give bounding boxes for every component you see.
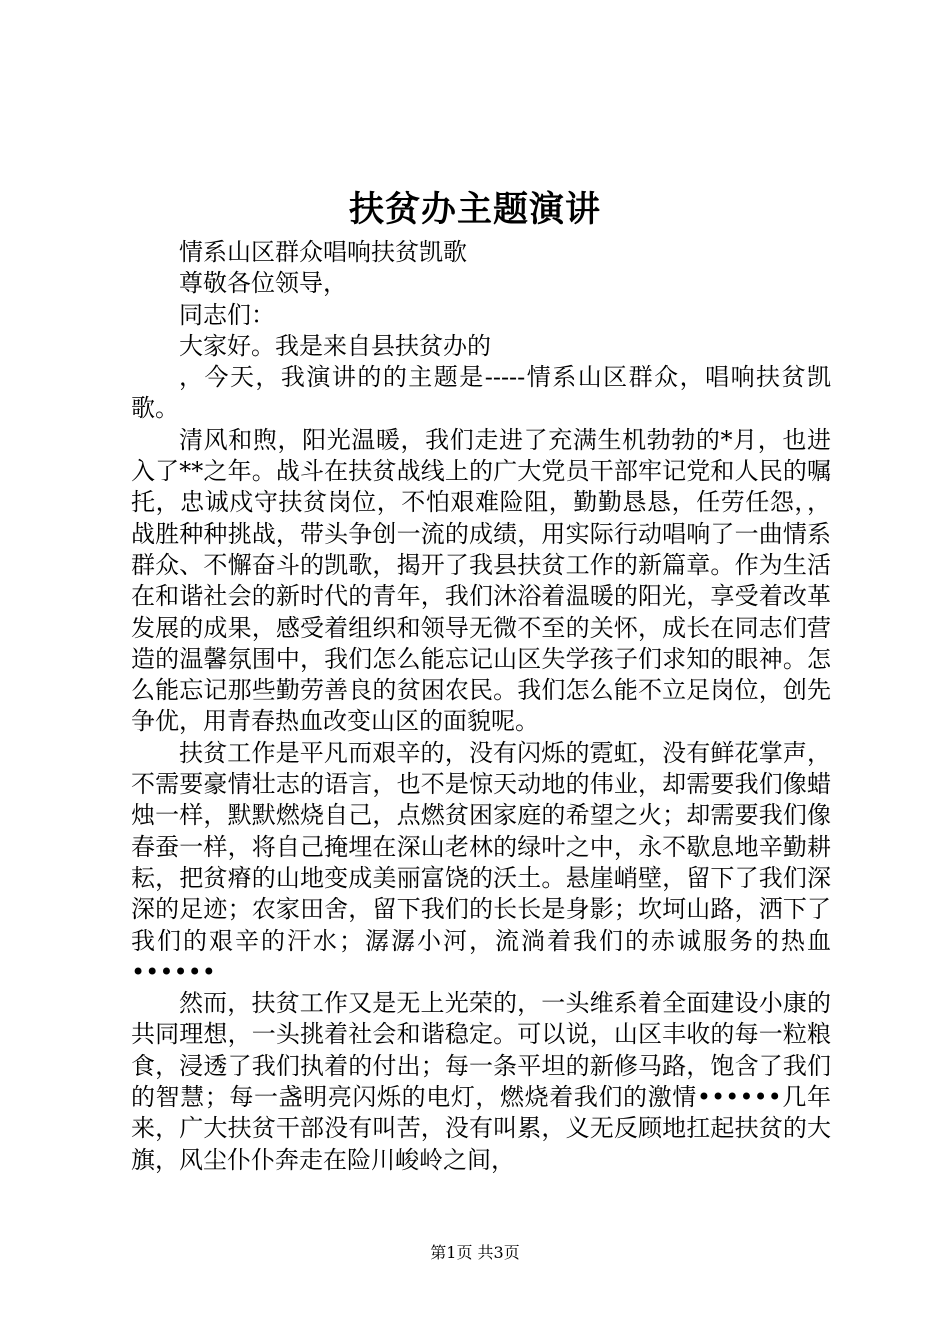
paragraph-subtitle: 情系山区群众唱响扶贫凯歌 — [179, 238, 467, 266]
page-indicator: 第1页 共3页 — [430, 1243, 520, 1262]
paragraph-body-3: 然而，扶贫工作又是无上光荣的，一头维系着全面建设小康的共同理想，一头挑着社会和谐稳定。可以说，山区丰收的每一粒粮食，浸透了我们执着的付出；每一条平坦的新修马路，饱含了我们的智慧；每一盏明亮闪烁的电灯，燃烧着我们的激情••••••几年来，广大扶贫干部没有叫苦，没有叫累，义无反顾地扛起扶贫的大旗，风尘仆仆奔走在险川峻岭之间， — [131, 989, 831, 1174]
paragraph-greeting: 大家好。我是来自县扶贫办的 — [179, 331, 491, 360]
paragraph-theme: ，今天，我演讲的的主题是-----情系山区群众，唱响扶贫凯歌。 — [131, 363, 831, 423]
document-title: 扶贫办主题演讲 — [348, 189, 601, 230]
document-body — [131, 237, 831, 1176]
paragraph-salutation: 尊敬各位领导， — [179, 269, 347, 298]
paragraph-body-2: 扶贫工作是平凡而艰辛的，没有闪烁的霓虹，没有鲜花掌声，不需要豪情壮志的语言，也不是惊天动地的伟业，却需要我们像蜡烛一样，默默燃烧自己，点燃贫困家庭的希望之火；却需要我们像春蚕一样，将自己掩埋在深山老林的绿叶之中，永不歇息地辛勤耕耘，把贫瘠的山地变成美丽富饶的沃土。悬崖峭壁，留下了我们深深的足迹；农家田舍，留下我们的长长是身影；坎坷山路，洒下了我们的艰辛的汗水；潺潺小河，流淌着我们的赤诚服务的热血•••••• — [131, 738, 831, 986]
paragraph-body-1: 清风和煦，阳光温暖，我们走进了充满生机勃勃的*月，也进入了**之年。战斗在扶贫战线上的广大党员干部牢记党和人民的嘱托，忠诚戍守扶贫岗位，不怕艰难险阻，勤勤恳恳，任劳任怨，，战胜种种挑战，带头争创一流的成绩，用实际行动唱响了一曲情系群众、不懈奋斗的凯歌，揭开了我县扶贫工作的新篇章。作为生活在和谐社会的新时代的青年，我们沐浴着温暖的阳光，享受着改革发展的成果，感受着组织和领导无微不至的关怀，成长在同志们营造的温馨氛围中，我们怎么能忘记山区失学孩子们求知的眼神。怎么能忘记那些勤劳善良的贫困农民。我们怎么能不立足岗位，创先争优，用青春热血改变山区的面貌呢。 — [131, 425, 831, 736]
paragraph-comrades: 同志们： — [179, 300, 275, 329]
